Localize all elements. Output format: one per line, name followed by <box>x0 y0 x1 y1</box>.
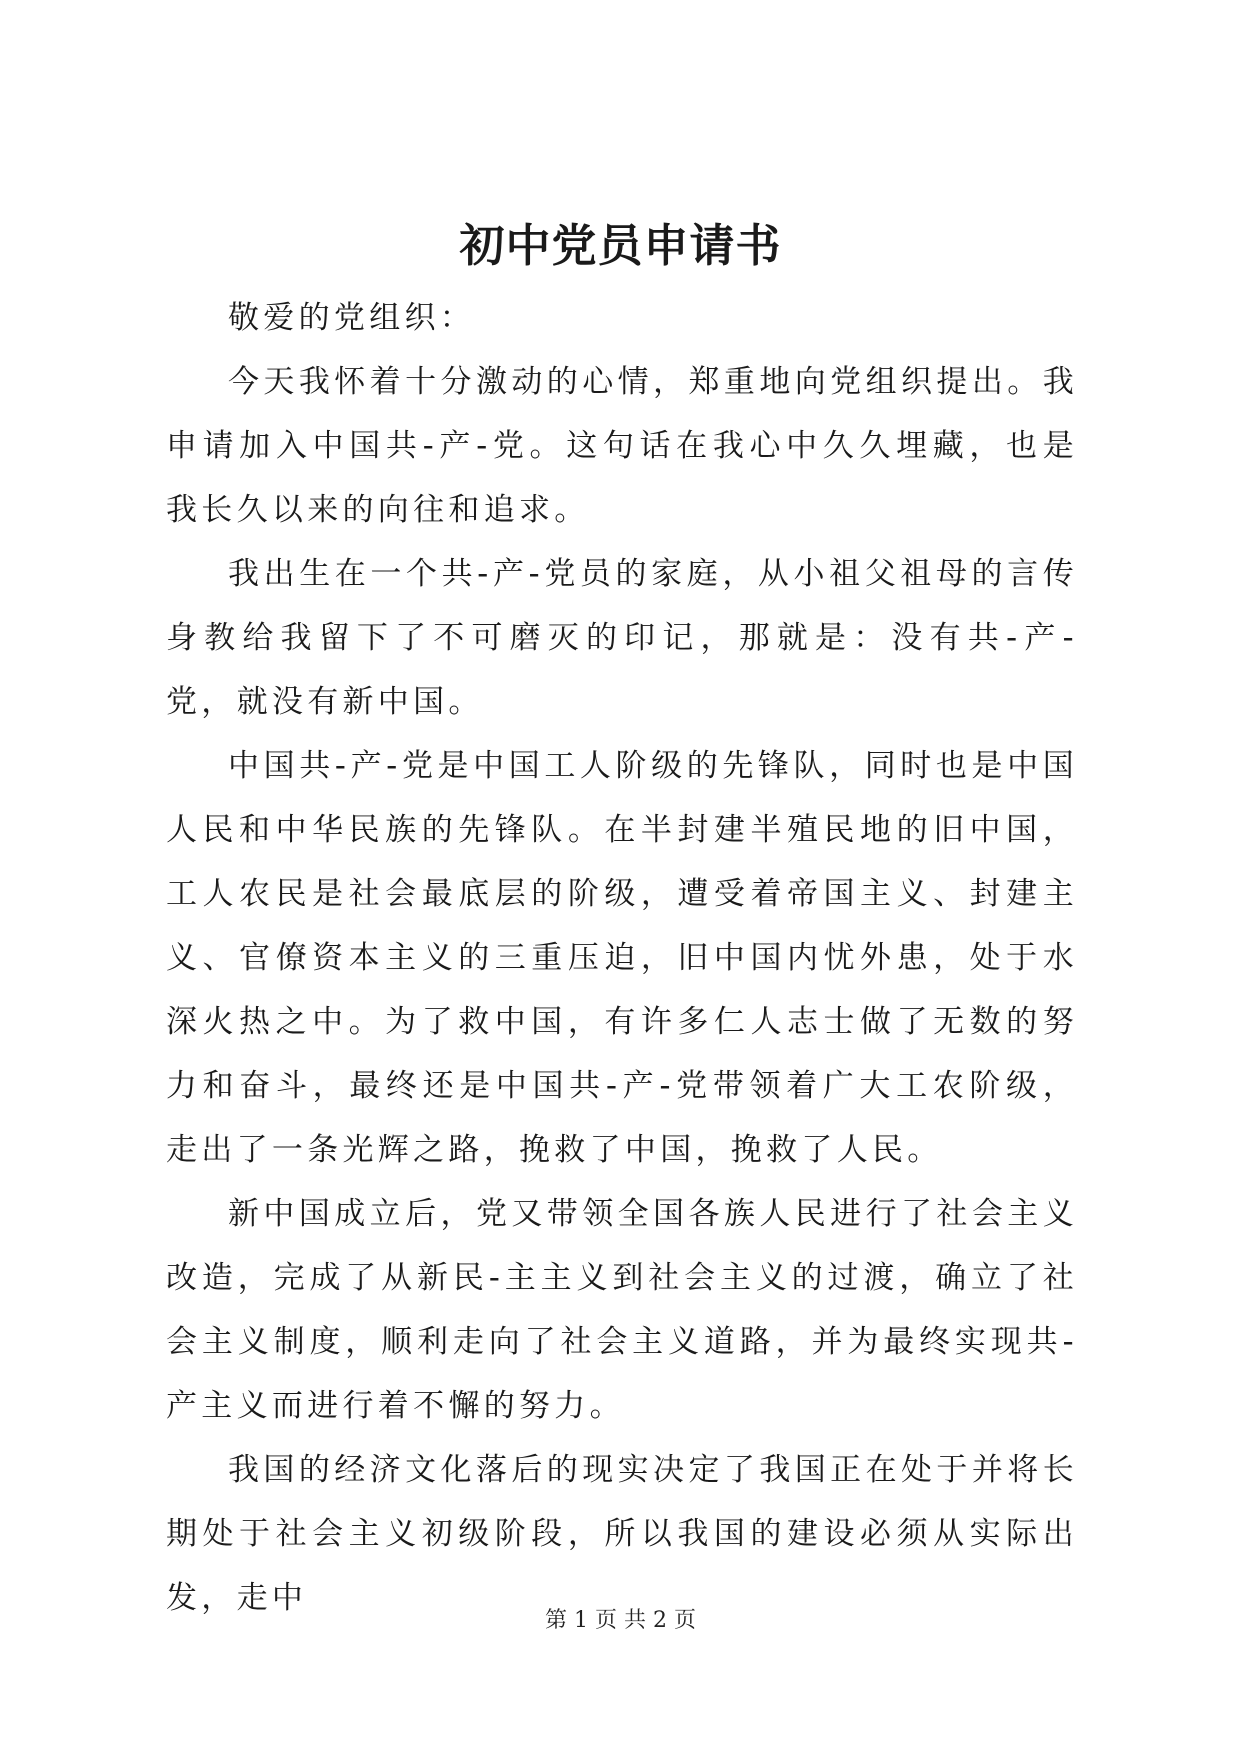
paragraph-1: 今天我怀着十分激动的心情，郑重地向党组织提出。我申请加入中国共-产-党。这句话在我心中久久埋藏，也是我长久以来的向往和追求。 <box>166 364 1078 528</box>
salutation: 敬爱的党组织： <box>228 300 476 336</box>
paragraph-2: 我出生在一个共-产-党员的家庭，从小祖父祖母的言传身教给我留下了不可磨灭的印记，那就是：没有共-产-党，就没有新中国。 <box>166 556 1078 720</box>
paragraph-3: 中国共-产-党是中国工人阶级的先锋队，同时也是中国人民和中华民族的先锋队。在半封建半殖民地的旧中国，工人农民是社会最底层的阶级，遭受着帝国主义、封建主义、官僚资本主义的三重压迫，旧中国内忧外患，处于水深火热之中。为了救中国，有许多仁人志士做了无数的努力和奋斗，最终还是中国共-产-党带领着广大工农阶级，走出了一条光辉之路，挽救了中国，挽救了人民。 <box>166 748 1078 1168</box>
paragraph-5: 我国的经济文化落后的现实决定了我国正在处于并将长期处于社会主义初级阶段，所以我国的建设必须从实际出发，走中 <box>166 1452 1078 1616</box>
paragraph-4: 新中国成立后，党又带领全国各族人民进行了社会主义改造，完成了从新民-主主义到社会主义的过渡，确立了社会主义制度，顺利走向了社会主义道路，并为最终实现共-产主义而进行着不懈的努力。 <box>166 1196 1078 1424</box>
document-body <box>166 286 1078 1630</box>
document-title: 初中党员申请书 <box>459 219 782 272</box>
page-footer: 第 1 页 共 2 页 <box>545 1608 696 1633</box>
